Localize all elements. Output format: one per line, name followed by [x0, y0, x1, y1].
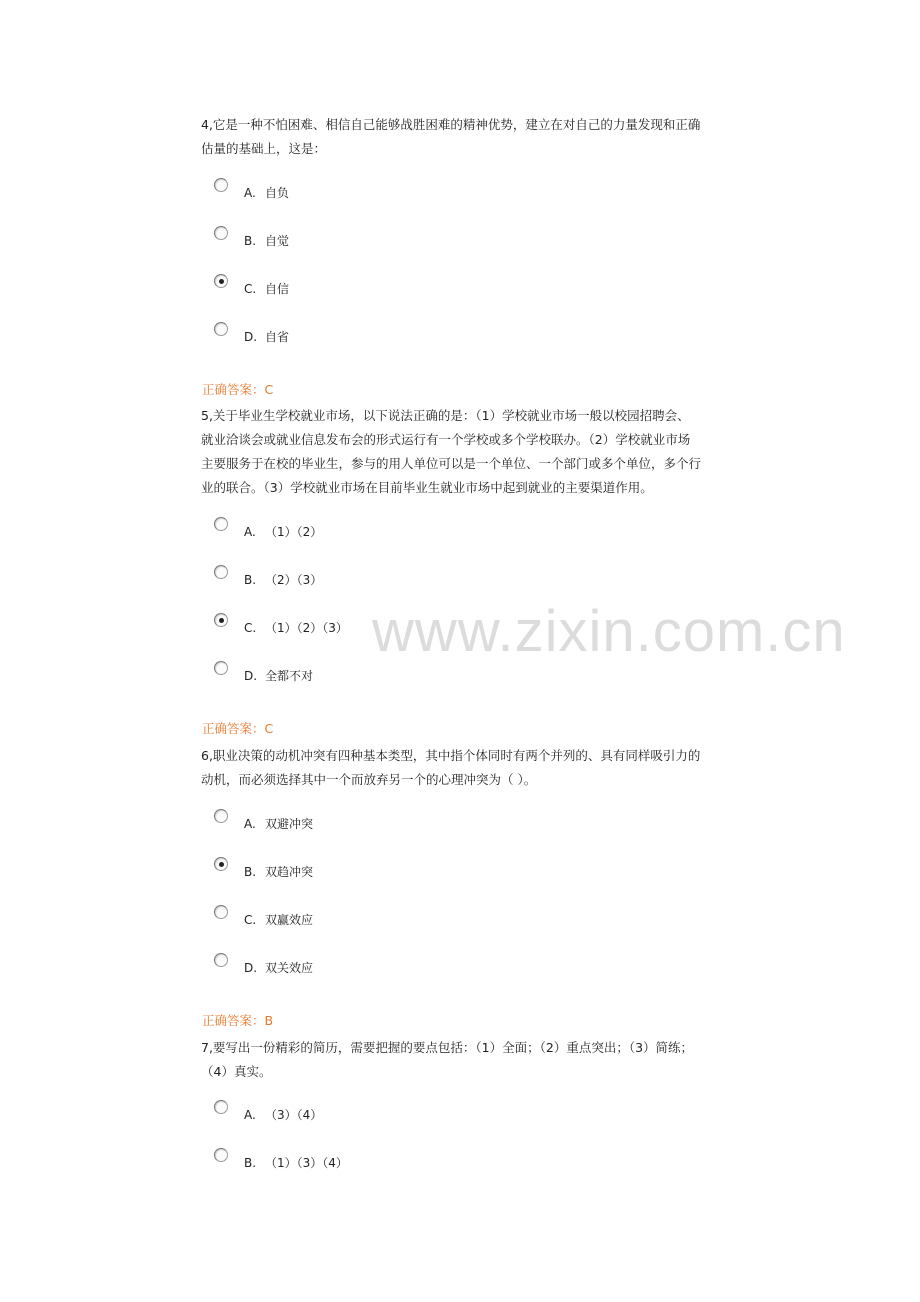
option-label: 双关效应: [265, 961, 314, 975]
option-q6-b[interactable]: [214, 857, 614, 887]
watermark: www.zixin.com.cn: [372, 599, 846, 664]
option-label: 双趋冲突: [265, 865, 314, 879]
option-letter: B.: [244, 865, 257, 879]
radio-button[interactable]: [214, 1148, 228, 1162]
option-q4-c[interactable]: [214, 274, 614, 304]
correct-answer: 正确答案：B: [202, 1013, 274, 1028]
option-q4-b[interactable]: [214, 226, 614, 256]
option-letter: C.: [244, 913, 257, 927]
correct-answer: 正确答案：C: [202, 721, 274, 736]
option-label: （2）（3）: [265, 573, 323, 587]
option-q5-c[interactable]: [214, 613, 614, 643]
radio-button-selected[interactable]: [214, 613, 228, 627]
option-q5-d[interactable]: [214, 661, 614, 691]
option-label: 自信: [265, 282, 290, 296]
option-q5-b[interactable]: [214, 565, 614, 595]
option-q6-a[interactable]: [214, 809, 614, 839]
question-text: 7,要写出一份精彩的简历，需要把握的要点包括：（1）全面；（2）重点突出；（3）简练；（4）真实。: [201, 1040, 694, 1079]
radio-button[interactable]: [214, 953, 228, 967]
option-letter: A.: [244, 525, 256, 539]
radio-button[interactable]: [214, 1100, 228, 1114]
option-letter: C.: [244, 621, 257, 635]
option-letter: D.: [244, 330, 258, 344]
question-text: 5,关于毕业生学校就业市场，以下说法正确的是：（1）学校就业市场一般以校园招聘会、就业洽谈会或就业信息发布会的形式运行有一个学校或多个学校联办。（2）学校就业市场主要服务于在校的毕业生，参与的用人单位可以是一个单位、一个部门或多个单位，多个行业的联合。（3）学校就业市场在目前毕业生就业市场中起到就业的主要渠道作用。: [201, 408, 702, 495]
option-label: 全都不对: [265, 669, 314, 683]
option-letter: B.: [244, 1156, 257, 1170]
correct-answer: 正确答案：C: [202, 382, 274, 397]
option-q5-a[interactable]: [214, 517, 614, 547]
radio-button-selected[interactable]: [214, 857, 228, 871]
radio-button[interactable]: [214, 905, 228, 919]
radio-button[interactable]: [214, 517, 228, 531]
option-label: 自省: [265, 330, 290, 344]
option-label: 双避冲突: [265, 817, 314, 831]
option-label: 双赢效应: [265, 913, 314, 927]
option-q4-a[interactable]: [214, 178, 614, 208]
option-q7-b[interactable]: [214, 1148, 614, 1178]
option-q4-d[interactable]: [214, 322, 614, 352]
question-text: 6,职业决策的动机冲突有四种基本类型，其中指个体同时有两个并列的、具有同样吸引力的动机，而必须选择其中一个而放弃另一个的心理冲突为（ ）。: [201, 748, 701, 787]
option-letter: B.: [244, 234, 257, 248]
option-q6-c[interactable]: [214, 905, 614, 935]
radio-button[interactable]: [214, 226, 228, 240]
option-letter: D.: [244, 961, 258, 975]
option-letter: C.: [244, 282, 257, 296]
option-letter: A.: [244, 186, 256, 200]
option-letter: B.: [244, 573, 257, 587]
radio-button[interactable]: [214, 565, 228, 579]
option-letter: A.: [244, 817, 256, 831]
radio-button[interactable]: [214, 178, 228, 192]
radio-button-selected[interactable]: [214, 274, 228, 288]
option-label: 自负: [265, 186, 290, 200]
option-letter: D.: [244, 669, 258, 683]
option-label: （1）（2）（3）: [265, 621, 348, 635]
option-q6-d[interactable]: [214, 953, 614, 983]
radio-button[interactable]: [214, 809, 228, 823]
option-letter: A.: [244, 1108, 256, 1122]
radio-button[interactable]: [214, 661, 228, 675]
option-label: 自觉: [265, 234, 290, 248]
option-label: （1）（3）（4）: [265, 1156, 348, 1170]
option-q7-a[interactable]: [214, 1100, 614, 1130]
option-label: （1）（2）: [265, 525, 323, 539]
radio-button[interactable]: [214, 322, 228, 336]
option-label: （3）（4）: [265, 1108, 323, 1122]
question-text: 4,它是一种不怕困难、相信自己能够战胜困难的精神优势，建立在对自己的力量发现和正确估量的基础上，这是：: [201, 117, 701, 156]
